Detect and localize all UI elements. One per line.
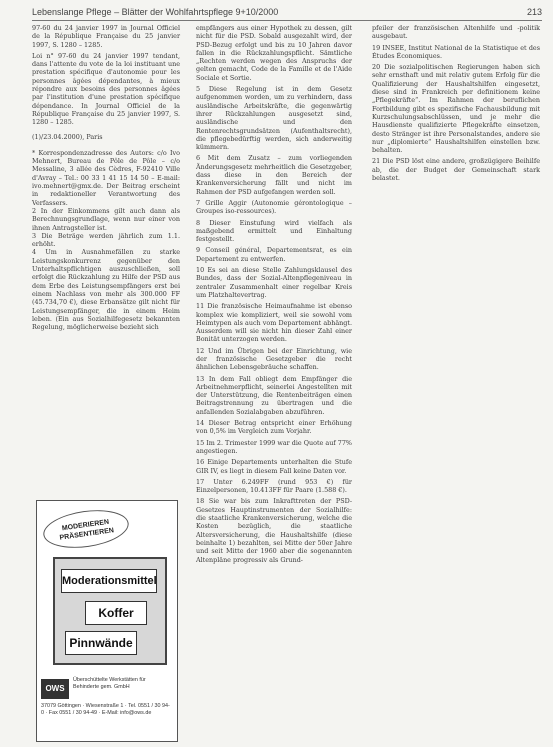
ad-starburst: MODERIEREN PRÄSENTIEREN	[41, 505, 131, 553]
footnote: 21 Die PSD löst eine andere, großzügigere Beihilfe ab, die der Budget der Gemeinschaft stark belastet.	[372, 157, 540, 183]
footnote: 6 Mit dem Zusatz – zum vorliegenden Änderungsgesetz mehrheitlich die Gesetzgeber, dass diese in den Bereich der Krankenversicherung fällt und nicht im Rahmen der PSD aufgefangen werden soll.	[196, 154, 352, 196]
ad-label-pinnwaende: Pinnwände	[65, 631, 137, 655]
reference-paragraph: Loi n° 97-60 du 24 janvier 1997 tendant, dans l'attente du vote de la loi instituant une prestation spécifique d'autonomie pour les personnes âgées dépendantes, à mieux répondre aux besoins des personnes âgées par l'institution d'une prestation spécifique dépendance. In Journal Officiel de la République Française du 25 janvier 1997, S. 1280 – 1285.	[32, 51, 180, 127]
footnote: 5 Diese Regelung ist in dem Gesetz aufgenommen worden, um zu verhindern, dass ausländische Arbeitskräfte, die gegenwärtig ihrer Rückzahlungen ausgesetzt sind, ausländische und den Rentenrechtsgrundsätzen (Aufenthaltsrecht), die pflegebedürftig werden, sich anderweitig kümmern.	[196, 85, 352, 152]
advertisement	[36, 500, 178, 742]
footnote: 2 In der Einkommens gilt auch dann als Berechnungsgrundlage, wenn nur einer von ihnen Antragsteller ist.	[32, 206, 180, 232]
footnote: empfängers aus einer Hypothek zu dessen, gilt nicht für die PSD. Sobald ausgezahlt wird, der PSD-Bezug erfolgt und bis zu 10 Jahren davor fallen in die Rückzahlungspflicht. Sämtliche „Rechten werden wegen des Anspruchs der gelten gemacht, Code de la Famille et de l'Aide Sociale et Sortie.	[196, 24, 352, 82]
footnote: 9 Conseil général, Departementsrat, es ein Departement zu entwerfen.	[196, 246, 352, 263]
footnote: 16 Einige Departements unterhalten die Stufe GIR IV, es liegt in diesem Fall keine Daten vor.	[196, 458, 352, 475]
ad-label-moderation: Moderationsmittel	[61, 569, 157, 593]
footnote: 18 Sie war bis zum Inkrafttreten der PSD-Gesetzes Hauptinstrumenten der Sozialhilfe: die staatliche Krankenversicherung, welche die Kosten bezüglich, die staatliche Altersversicherung, die Haushaltshilfe (diese beinhalte 1) bezahlten, sei Mitte der 50er Jahre und seit Mitte der 1960 aber die sogenannten Altenpläne progressiv als Grund-	[196, 497, 352, 564]
footnote: 15 Im 2. Trimester 1999 war die Quote auf 77% angestiegen.	[196, 438, 352, 455]
footnote: pfeiler der französischen Altenhilfe und -politik ausgebaut.	[372, 24, 540, 41]
footnote: 17 Unter 6.249FF (rund 953 €) für Einzelpersonen, 10.413FF für Paare (1.588 €).	[196, 477, 352, 495]
running-header	[32, 6, 542, 21]
company-logo: OWS	[41, 679, 69, 699]
text-column-2	[196, 24, 352, 567]
page-number: 213	[526, 7, 542, 17]
pinboard-illustration	[53, 557, 167, 665]
footnote: 13 In dem Fall obliegt dem Empfänger die Arbeitnehmerpflicht, seinerlei Angestellten mit der Unterstützung, die Rentenbeiträgen einen Beitragstrennung zu übertragen und die anfallenden Sozialabgaben abzuführen.	[196, 374, 352, 416]
ad-label-koffer: Koffer	[85, 601, 147, 625]
footnote: 12 Und im Übrigen bei der Einrichtung, wie der französische Gesetzgeber die recht ähnlichen Lebensgebräuche schaffen.	[196, 346, 352, 372]
company-name: Überschüttelte Werkstätten für Behinderte gem. GmbH	[73, 677, 146, 690]
footnote: 19 INSEE, Institut National de la Statistique et des Études Économiques.	[372, 43, 540, 60]
journal-title: Lebenslange Pflege – Blätter der Wohlfahrtspflege 9+10/2000	[32, 7, 279, 17]
company-contact: 37079 Göttingen · Wiesenstraße 1 · Tel. 0551 / 30 94-0 · Fax 0551 / 30 94-49 · E-Mail: info@ows.de	[41, 703, 170, 716]
author-signature: (1)/23.04.2000), Paris	[32, 132, 103, 141]
text-column-1	[32, 24, 180, 331]
footnote: 8 Dieser Einstufung wird vielfach als maßgebend ermittelt und Einhaltung festgestellt.	[196, 218, 352, 244]
footnote: 7 Grille Aggir (Autonomie gérontologique – Groupes iso-ressources).	[196, 198, 352, 216]
text-column-3	[372, 24, 540, 185]
footnote: 11 Die französische Heimaufnahme ist ebenso komplex wie kompliziert, weil sie sowohl vom Heimtypen als auch vom Departement abhängt. Ausserdem will sie nicht hin dieser Zahl einer Bonität unterzogen werden.	[196, 302, 352, 344]
ad-footer	[37, 677, 175, 739]
footnote: 4 Um in Ausnahmefällen zu starke Leistungskonkurrenz gegenüber den Unterhaltspflichtigen auszuschließen, soll erfolgt die Rückzahlung zu Hilfe der PSD aus dem Erbe des Leistungsempfängers erst bei einem Nachlass von mehr als 300.000 FF (45.734,70 €), diese Erbansätze gilt nicht für Leistungsempfänger, die in einem Heim leben. (Ein aus Sozialhilfegesetz bekannten Regelung, möglicherweise bezieht sich	[32, 248, 180, 332]
footnote: 10 Es sei an diese Stelle Zahlungsklausel des Bundes, dass der Sozial-Altenpflegeniveau in zentraler Zusammenhalt einer regelbar Kreis um Platzhaltevertrag.	[196, 266, 352, 299]
footnote: 3 Die Beträge werden jährlich zum 1.1. erhöht.	[32, 231, 180, 249]
footnote: * Korrespondenzadresse des Autors: c/o Ivo Mehnert, Bureau de Pôle de Pôle – c/o Messaline, 3 allée des Cèdres, F-92410 Ville d'Avray – Tel.: 00 33 1 41 15 14 50 – E-mail: ivo.mehnert@gmx.de. Der Beitrag erscheint in redaktioneller Verantwortung des Verfassers.	[32, 148, 180, 207]
footnote: 14 Dieser Betrag entspricht einer Erhöhung von 0,5% im Vergleich zum Vorjahr.	[196, 419, 352, 436]
footnote: 20 Die sozialpolitischen Regierungen haben sich sehr ernsthaft und mit relativ gutem Erfolg für die Qualifizierung der Haushaltshilfen eingesetzt, diese sind in Frankreich per definitionem keine „Pflegekräfte“. Im Rahmen der beruflichen Fortbildung gibt es spezifische Fachausbildung mit Kurzschulungsabschlüssen, und je mehr die Hausdienste qualifizierte Pflegekräfte einsetzen, desto Stränger ist ihre Personalstandes, andere sie nur „diplomierte“ Haushaltshilfen einstellen bzw. behalten.	[372, 63, 540, 155]
reference-paragraph: 97-60 du 24 janvier 1997 in Journal Officiel de la République Française du 25 janvier 1997, S. 1280 – 1285.	[32, 24, 180, 49]
